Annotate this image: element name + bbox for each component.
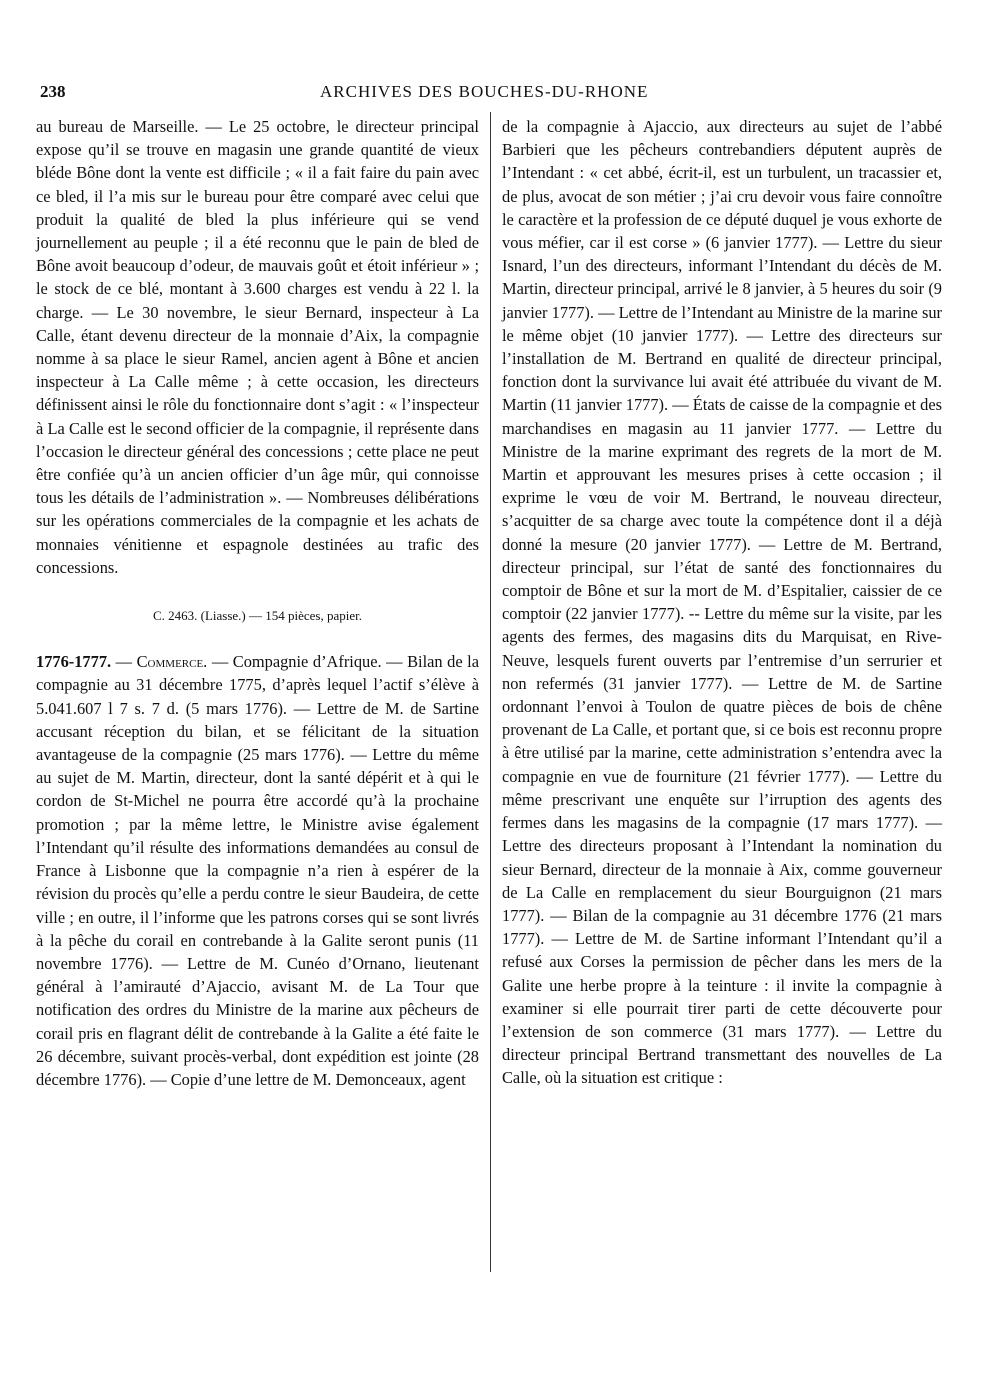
running-title: ARCHIVES DES BOUCHES-DU-RHONE	[320, 82, 649, 101]
entry-dash: —	[111, 652, 137, 672]
page-header	[40, 82, 960, 106]
left-column	[36, 115, 479, 1091]
left-paragraph-2	[36, 650, 479, 1091]
left-paragraph-1: au bureau de Marseille. — Le 25 octobre, le directeur principal expose qu’il se trouve en magasin une grande quantité de vieux bléde Bône dont la vente est difficile ; « il a fait faire du pain avec ce bled, il l’a mis sur le bureau pour être comparé avec celui que produit la qualité de bled la plus inférieure qui se vend journellement au peuple ; il a été reconnu que le pain de bled de Bône avoit beaucoup d’odeur, de mauvais goût et étoit inférieur » ; le stock de ce blé, montant à 3.600 charges est vendu à 22 l. la charge. — Le 30 novembre, le sieur Bernard, inspecteur à La Calle, étant devenu directeur de la monnaie d’Aix, la compagnie nomme à sa place le sieur Ramel, ancien agent à Bône et ancien inspecteur à La Calle même ; à cette occasion, les directeurs définissent ainsi le rôle du fonctionnaire dont s’agit : « l’inspecteur à La Calle est le second officier de la compagnie, il représente dans l’occasion le directeur général des concessions ; cette place ne peut être confiée qu’à un ancien officier d’un âge mûr, qui connoisse tous les détails de l’administration ». — Nombreuses délibérations sur les opérations commerciales de la compagnie et les achats de monnaies vénitienne et espagnole destinées au trafic des concessions.	[36, 117, 479, 577]
page-number: 238	[40, 82, 66, 101]
column-divider	[490, 112, 491, 1272]
entry-text: — Compagnie d’Afrique. — Bilan de la compagnie au 31 décembre 1775, d’après lequel l’actif s’élève à 5.041.607 l 7 s. 7 d. (5 mars 1776). — Lettre de M. de Sartine accusant réception du bilan, et se félicitant de la situation avantageuse de la compagnie (25 mars 1776). — Lettre du même au sujet de M. Martin, directeur, dont la santé dépérit et à qui le cordon de St-Michel ne pourra être accordé qu’à la prochaine promotion ; par la même lettre, le Ministre avise également l’Intendant qu’il résulte des informations demandées au consul de France à Lisbonne que la compagnie n’a rien à espérer de la révision du procès qu’elle a perdu contre le sieur Baudeira, de cette ville ; en outre, il l’informe que les patrons corses qui se sont livrés à la pêche du corail en contrebande à la Galite seront punis (11 novembre 1776). — Lettre de M. Cunéo d’Ornano, lieutenant général à l’amirauté d’Ajaccio, avisant M. de La Tour que notification des ordres du Ministre de la marine aux pêcheurs de corail pris en flagrant délit de contrebande à la Galite a été faite le 26 décembre, suivant procès-verbal, dont expédition est jointe (28 décembre 1776). — Copie d’une lettre de M. Demonceaux, agent	[36, 652, 479, 1089]
right-column	[502, 115, 942, 1090]
catalog-reference: C. 2463. (Liasse.) — 154 pièces, papier.	[152, 608, 363, 624]
entry-heading: Commerce.	[136, 652, 208, 672]
right-paragraph-1: de la compagnie à Ajaccio, aux directeurs au sujet de l’abbé Barbieri que les pêcheurs contrebandiers députent auprès de l’Intendant : « cet abbé, écrit-il, est un turbulent, un tracassier et, de plus, avocat de son métier ; j’ai cru devoir vous faire connoître le caractère et la profession de ce député duquel je vous exhorte de vous méfier, car il est corse » (6 janvier 1777). — Lettre du sieur Isnard, l’un des directeurs, informant l’Intendant du décès de M. Martin, directeur principal, arrivé le 8 janvier, à 5 heures du soir (9 janvier 1777). — Lettre de l’Intendant au Ministre de la marine sur le même objet (10 janvier 1777). — Lettre des directeurs sur l’installation de M. Bertrand en qualité de directeur principal, fonction dont la survivance lui avait été attribuée du vivant de M. Martin (11 janvier 1777). — États de caisse de la compagnie et des marchandises en magasin au 11 janvier 1777. — Lettre du Ministre de la marine exprimant des regrets de la mort de M. Martin et approuvant les mesures prises à cette occasion ; il exprime le vœu de voir M. Bertrand, le nouveau directeur, s’acquitter de sa charge avec toute la compétence dont il a déjà donné la mesure (20 janvier 1777). — Lettre de M. Bertrand, directeur principal, sur l’état de santé des fonctionnaires du comptoir de Bône et sur la mort de M. d’Espitalier, caissier de ce comptoir (22 janvier 1777). -- Lettre du même sur la visite, par les agents des fermes, des magasins dits du Marquisat, en Rive-Neuve, lesquels furent ouverts par l’entremise d’un serrurier et non refermés (31 janvier 1777). — Lettre de M. de Sartine ordonnant l’envoi à Toulon de quatre pièces de bois de chêne provenant de La Calle, et portant que, si ce bois est reconnu propre à être utilisé par la marine, cette administration s’entendra avec la compagnie en vue de fourniture (21 février 1777). — Lettre du même prescrivant une enquête sur l’irruption des agents des fermes dans les magasins de la compagnie (17 mars 1777). — Lettre des directeurs proposant à l’Intendant la nomination du sieur Bernard, directeur de la monnaie à Aix, comme gouverneur de La Calle en remplacement du sieur Bourguignon (21 mars 1777). — Bilan de la compagnie au 31 décembre 1776 (21 mars 1777). — Lettre de M. de Sartine informant l’Intendant qu’il a refusé aux Corses la permission de pêcher dans les mers de la Galite une herbe propre à la teinture : il invite la compagnie à examiner si elle pourrait tirer parti de cette découverte pour l’extension de son commerce (31 mars 1777). — Lettre du directeur principal Bertrand transmettant des nouvelles de La Calle, où la situation est critique :	[502, 117, 942, 1088]
entry-date: 1776-1777.	[36, 652, 112, 672]
